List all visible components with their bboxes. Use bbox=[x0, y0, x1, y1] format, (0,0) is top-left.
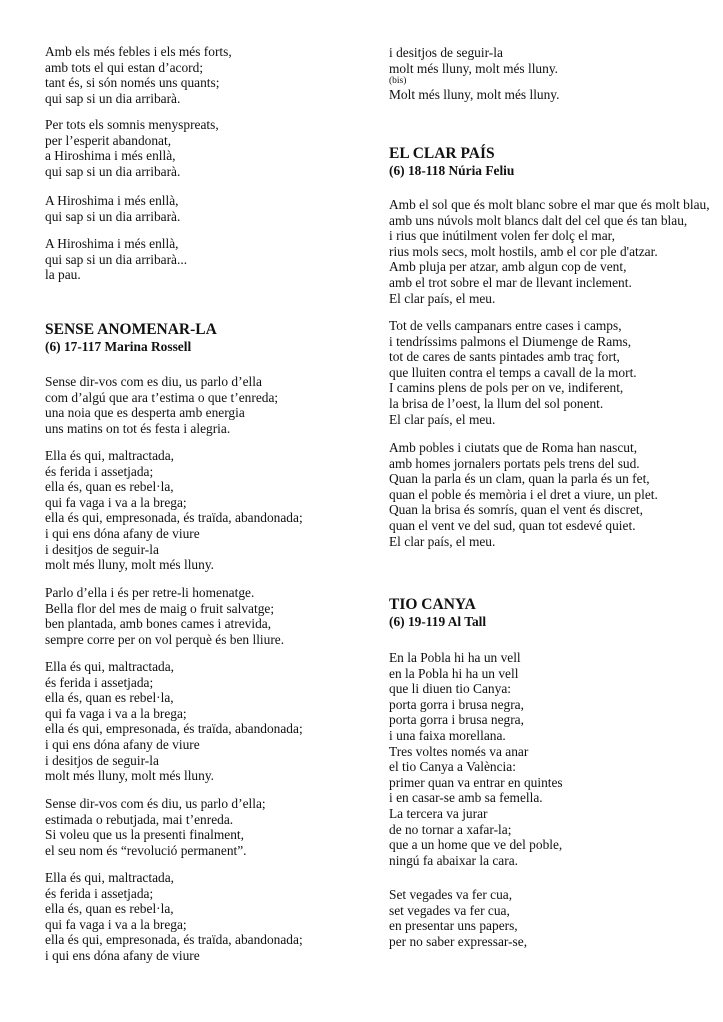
lyric-line: qui sap si un dia arribarà. bbox=[45, 163, 181, 179]
stanza bbox=[45, 659, 303, 784]
stanza bbox=[389, 650, 563, 868]
stanza bbox=[389, 887, 527, 949]
lyric-line: molt més lluny, molt més lluny. bbox=[389, 60, 558, 76]
lyric-line: Bella flor del mes de maig o fruit salvatge; bbox=[45, 600, 275, 616]
lyric-line: porta gorra i brusa negra, bbox=[389, 712, 524, 728]
lyric-line: és ferida i assetjada; bbox=[45, 463, 154, 479]
lyric-line: i rius que inútilment volen fer dolç el mar, bbox=[389, 228, 615, 244]
lyric-line: ella és, quan es rebel·la, bbox=[45, 901, 174, 917]
lyric-line: com d’algú que ara t’estima o que t’enreda; bbox=[45, 389, 279, 405]
lyric-line: Molt més lluny, molt més lluny. bbox=[389, 87, 560, 103]
lyric-line: és ferida i assetjada; bbox=[45, 674, 154, 690]
lyric-line: Ella és qui, maltractada, bbox=[45, 448, 175, 463]
song-subtitle: (6) 17-117 Marina Rossell bbox=[45, 339, 192, 354]
lyric-line: a Hiroshima i més enllà, bbox=[45, 148, 176, 164]
lyric-line: El clar país, el meu. bbox=[389, 533, 496, 549]
repeat-note: (bis) bbox=[389, 76, 407, 87]
lyric-line: el tio Canya a València: bbox=[389, 759, 516, 775]
lyric-line: uns matins on tot és festa i alegria. bbox=[45, 420, 231, 436]
stanza bbox=[389, 45, 559, 103]
lyric-line: i desitjos de seguir-la bbox=[389, 45, 503, 60]
stanza bbox=[45, 796, 266, 858]
song-title: SENSE ANOMENAR-LA bbox=[45, 321, 217, 338]
lyric-line: ella és, quan es rebel·la, bbox=[45, 479, 174, 495]
stanza bbox=[45, 448, 303, 573]
lyric-line: primer quan va entrar en quintes bbox=[389, 774, 563, 790]
lyric-line: que li diuen tio Canya: bbox=[389, 681, 511, 697]
stanza bbox=[389, 197, 710, 306]
lyric-line: Si voleu que us la presenti finalment, bbox=[45, 827, 244, 843]
lyric-line: set vegades va fer cua, bbox=[389, 902, 510, 918]
lyric-line: de no tornar a xafar-la; bbox=[389, 821, 512, 837]
lyric-line: Amb el sol que és molt blanc sobre el mar que és molt blau, bbox=[389, 197, 710, 212]
lyric-line: Ella és qui, maltractada, bbox=[45, 870, 175, 885]
lyric-line: ella és qui, empresonada, és traïda, abandonada; bbox=[45, 721, 303, 737]
song-subtitle: (6) 18-118 Núria Feliu bbox=[389, 163, 515, 178]
lyric-line: amb el trot sobre el mar de llevant inclement. bbox=[389, 274, 632, 290]
lyric-line: Set vegades va fer cua, bbox=[389, 887, 513, 902]
lyric-line: i desitjos de seguir-la bbox=[45, 541, 159, 557]
lyric-line: una noia que es desperta amb energia bbox=[45, 405, 245, 421]
lyric-line: en la Pobla hi ha un vell bbox=[389, 665, 519, 681]
lyric-line: molt més lluny, molt més lluny. bbox=[45, 768, 214, 784]
lyric-line: ella és qui, empresonada, és traïda, abandonada; bbox=[45, 932, 303, 948]
lyric-line: Per tots els somnis menyspreats, bbox=[45, 117, 219, 132]
lyric-line: i en casar-se amb sa femella. bbox=[389, 790, 543, 806]
lyric-line: A Hiroshima i més enllà, bbox=[45, 236, 179, 251]
lyric-line: ella és qui, empresonada, és traïda, abandonada; bbox=[45, 510, 303, 526]
stanza bbox=[45, 236, 187, 283]
stanza bbox=[389, 318, 637, 427]
lyric-line: qui fa vaga i va a la brega; bbox=[45, 705, 187, 721]
lyric-line: molt més lluny, molt més lluny. bbox=[45, 557, 214, 573]
lyric-line: qui sap si un dia arribarà. bbox=[45, 90, 181, 106]
lyric-line: quan el poble és memòria i el dret a viure, un plet. bbox=[389, 486, 658, 502]
lyric-line: El clar país, el meu. bbox=[389, 290, 496, 306]
lyric-line: amb tots el qui estan d’acord; bbox=[45, 59, 204, 75]
lyric-line: i qui ens dóna afany de viure bbox=[45, 947, 200, 963]
lyric-line: La tercera va jurar bbox=[389, 805, 488, 821]
lyric-line: porta gorra i brusa negra, bbox=[389, 696, 524, 712]
lyric-line: El clar país, el meu. bbox=[389, 411, 496, 427]
stanza bbox=[45, 117, 219, 179]
lyric-line: qui sap si un dia arribarà. bbox=[45, 208, 181, 224]
stanza bbox=[389, 440, 658, 549]
lyric-line: en presentar uns papers, bbox=[389, 918, 518, 934]
lyric-line: En la Pobla hi ha un vell bbox=[389, 650, 521, 665]
lyric-line: qui fa vaga i va a la brega; bbox=[45, 494, 187, 510]
song-subtitle: (6) 19-119 Al Tall bbox=[389, 614, 487, 629]
lyric-line: que a un home que ve del poble, bbox=[389, 837, 563, 853]
stanza bbox=[45, 870, 303, 964]
lyric-line: Tot de vells campanars entre cases i camps, bbox=[389, 318, 622, 333]
lyric-line: i qui ens dóna afany de viure bbox=[45, 736, 200, 752]
song-title: TIO CANYA bbox=[389, 596, 476, 613]
lyric-line: per l’esperit abandonat, bbox=[45, 132, 172, 148]
lyric-line: que lluiten contra el temps a cavall de la mort. bbox=[389, 364, 637, 380]
lyric-line: tot de cares de sants pintades amb traç fort, bbox=[389, 349, 620, 365]
lyric-line: el seu nom és “revolució permanent”. bbox=[45, 842, 247, 858]
lyric-line: Sense dir-vos com és diu, us parlo d’ella; bbox=[45, 796, 266, 811]
lyric-line: quan el vent ve del sud, quan tot esdevé quiet. bbox=[389, 517, 636, 533]
lyric-line: Quan la brisa és somrís, quan el vent és discret, bbox=[389, 502, 643, 518]
lyric-line: és ferida i assetjada; bbox=[45, 885, 154, 901]
song-title: EL CLAR PAÍS bbox=[389, 145, 495, 162]
lyric-line: i una faixa morellana. bbox=[389, 727, 506, 743]
lyric-line: la pau. bbox=[45, 267, 81, 283]
lyric-line: Ella és qui, maltractada, bbox=[45, 659, 175, 674]
lyric-line: amb homes jornalers portats pels trens del sud. bbox=[389, 455, 640, 471]
lyric-line: ella és, quan es rebel·la, bbox=[45, 690, 174, 706]
lyric-line: la brisa de l’oest, la llum del sol ponent. bbox=[389, 395, 604, 411]
lyric-line: tant és, si són només uns quants; bbox=[45, 75, 220, 91]
lyric-line: amb uns núvols molt blancs dalt del cel que és tan blau, bbox=[389, 212, 688, 228]
lyric-line: qui sap si un dia arribarà... bbox=[45, 251, 188, 267]
lyric-line: qui fa vaga i va a la brega; bbox=[45, 916, 187, 932]
lyric-line: Amb els més febles i els més forts, bbox=[45, 44, 232, 59]
stanza bbox=[45, 374, 278, 436]
lyric-line: Sense dir-vos com es diu, us parlo d’ella bbox=[45, 374, 262, 389]
lyric-line: i desitjos de seguir-la bbox=[45, 752, 159, 768]
stanza bbox=[45, 585, 284, 647]
lyric-line: sempre corre per on vol perquè és ben lliure. bbox=[45, 631, 285, 647]
lyric-line: I camins plens de pols per on ve, indiferent, bbox=[389, 380, 624, 396]
lyric-line: Parlo d’ella i és per retre-li homenatge. bbox=[45, 585, 255, 600]
lyric-line: estimada o rebutjada, mai t’enreda. bbox=[45, 811, 234, 827]
lyric-line: i qui ens dóna afany de viure bbox=[45, 525, 200, 541]
lyric-line: Amb pluja per atzar, amb algun cop de vent, bbox=[389, 259, 627, 275]
lyric-line: rius mols secs, molt hostils, amb el cor ple d'atzar. bbox=[389, 243, 658, 259]
lyric-line: Amb pobles i ciutats que de Roma han nascut, bbox=[389, 440, 638, 455]
lyric-line: ben plantada, amb bones cames i atrevida, bbox=[45, 616, 272, 632]
stanza bbox=[45, 193, 180, 224]
lyric-line: per no saber expressar-se, bbox=[389, 933, 528, 949]
lyric-line: Tres voltes només va anar bbox=[389, 743, 529, 759]
stanza bbox=[45, 44, 232, 106]
lyric-line: i tendríssims palmons el Diumenge de Rams, bbox=[389, 333, 632, 349]
lyric-line: Quan la parla és un clam, quan la parla és un fet, bbox=[389, 471, 650, 487]
lyric-line: ningú fa abaixar la cara. bbox=[389, 852, 518, 868]
lyric-line: A Hiroshima i més enllà, bbox=[45, 193, 179, 208]
